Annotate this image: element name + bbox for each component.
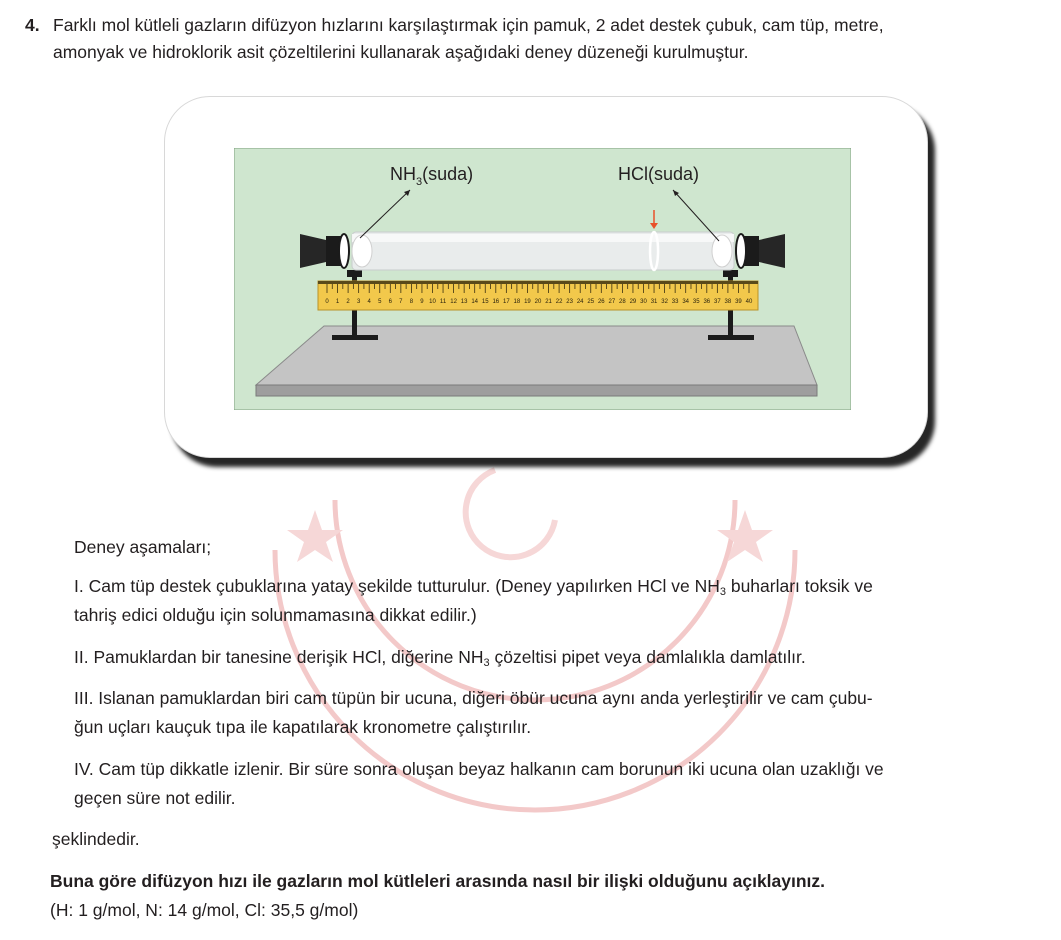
ruler-tick-label: 31 bbox=[650, 299, 658, 305]
ruler-tick-label: 27 bbox=[608, 299, 616, 305]
ruler-tick-label: 29 bbox=[629, 299, 637, 305]
label-nh3: $NH_3(suda)$ bbox=[390, 164, 474, 188]
ruler-tick-label: 3 bbox=[356, 299, 361, 305]
step-1-line-1: I. Cam tüp destek çubuklarına yatay şekilde tutturulur. (Deney yapılırken HCl ve $NH_3$ buharları toksik ve bbox=[74, 576, 873, 598]
ruler-tick-label: 36 bbox=[703, 299, 711, 305]
ruler-tick-label: 1 bbox=[335, 299, 340, 305]
label-hcl: HCl(suda) bbox=[618, 164, 700, 184]
ruler-tick-label: 37 bbox=[714, 299, 721, 305]
step-4-line-2: geçen süre not edilir. bbox=[74, 788, 236, 808]
ruler-tick-label: 35 bbox=[692, 299, 700, 305]
molar-masses: (H: 1 g/mol, N: 14 g/mol, Cl: 35,5 g/mol) bbox=[50, 900, 359, 920]
ruler-tick-label: 30 bbox=[640, 299, 647, 305]
closing-text: şeklindedir. bbox=[52, 829, 140, 849]
ruler-tick-label: 2 bbox=[346, 299, 350, 305]
ruler-tick-label: 11 bbox=[439, 299, 447, 305]
ruler-tick-label: 28 bbox=[619, 299, 626, 305]
ruler-tick-label: 34 bbox=[682, 299, 690, 305]
cotton-left bbox=[352, 235, 372, 267]
ruler-tick-label: 8 bbox=[409, 299, 414, 305]
table-edge bbox=[256, 385, 817, 396]
final-question: Buna göre difüzyon hızı ile gazların mol kütleleri arasında nasıl bir ilişki olduğunu açıklayınız. bbox=[50, 871, 826, 891]
ruler-tick-label: 22 bbox=[555, 299, 563, 305]
question-line-1: Farklı mol kütleli gazların difüzyon hızlarını karşılaştırmak için pamuk, 2 adet destek çubuk, cam tüp, metre, bbox=[53, 15, 884, 35]
ruler-tick-label: 9 bbox=[420, 299, 424, 305]
ruler-tick-label: 32 bbox=[661, 299, 668, 305]
ruler-tick-label: 38 bbox=[724, 299, 732, 305]
ruler-tick-label: 15 bbox=[481, 299, 489, 305]
question-number: 4. bbox=[25, 15, 40, 35]
step-4-line-1: IV. Cam tüp dikkatle izlenir. Bir süre sonra oluşan beyaz halkanın cam borunun iki ucuna olan uzaklığı ve bbox=[74, 759, 884, 779]
question-text bbox=[53, 12, 1053, 66]
ruler-tick-label: 23 bbox=[566, 299, 573, 305]
ruler-tick-label: 16 bbox=[492, 299, 500, 305]
ruler-tick-label: 5 bbox=[378, 299, 382, 305]
ruler-tick-label: 24 bbox=[576, 299, 584, 305]
ruler-tick-label: 12 bbox=[450, 299, 457, 305]
ruler-tick-label: 40 bbox=[745, 299, 753, 305]
ruler-tick-label: 10 bbox=[429, 299, 436, 305]
experiment-figure bbox=[234, 148, 851, 410]
steps-heading: Deney aşamaları; bbox=[74, 537, 212, 557]
ruler-tick-label: 25 bbox=[587, 299, 595, 305]
question-line-2: amonyak ve hidroklorik asit çözeltilerini kullanarak aşağıdaki deney düzeneği kurulmuştur. bbox=[53, 42, 749, 62]
ruler-tick-label: 4 bbox=[367, 299, 371, 305]
ruler-tick-label: 19 bbox=[524, 299, 531, 305]
ruler-tick-label: 20 bbox=[534, 299, 542, 305]
step-1-line-2: tahriş edici olduğu için solunmamasına dikkat edilir.) bbox=[74, 605, 477, 625]
ruler-tick-label: 33 bbox=[671, 299, 679, 305]
ruler-tick-label: 0 bbox=[325, 299, 329, 305]
ruler-tick-label: 14 bbox=[471, 299, 479, 305]
ruler-tick-label: 6 bbox=[388, 299, 392, 305]
ruler-tick-label: 17 bbox=[503, 299, 510, 305]
ruler-tick-label: 18 bbox=[513, 299, 521, 305]
ruler-tick-label: 7 bbox=[399, 299, 403, 305]
step-3-line-1: III. Islanan pamuklardan biri cam tüpün bir ucuna, diğeri öbür ucuna aynı anda yerleştirilir ve cam çubu- bbox=[74, 688, 873, 708]
step-3-line-2: ğun uçları kauçuk tıpa ile kapatılarak kronometre çalıştırılır. bbox=[74, 717, 532, 737]
ruler-tick-label: 13 bbox=[460, 299, 468, 305]
ruler-tick-label: 26 bbox=[597, 299, 605, 305]
ruler-tick-label: 21 bbox=[545, 299, 552, 305]
ruler-tick-label: 39 bbox=[735, 299, 742, 305]
cotton-right bbox=[712, 235, 732, 267]
step-2: II. Pamuklardan bir tanesine derişik HCl, diğerine $NH_3$ çözeltisi pipet veya damlalıkla damlatılır. bbox=[74, 647, 806, 669]
